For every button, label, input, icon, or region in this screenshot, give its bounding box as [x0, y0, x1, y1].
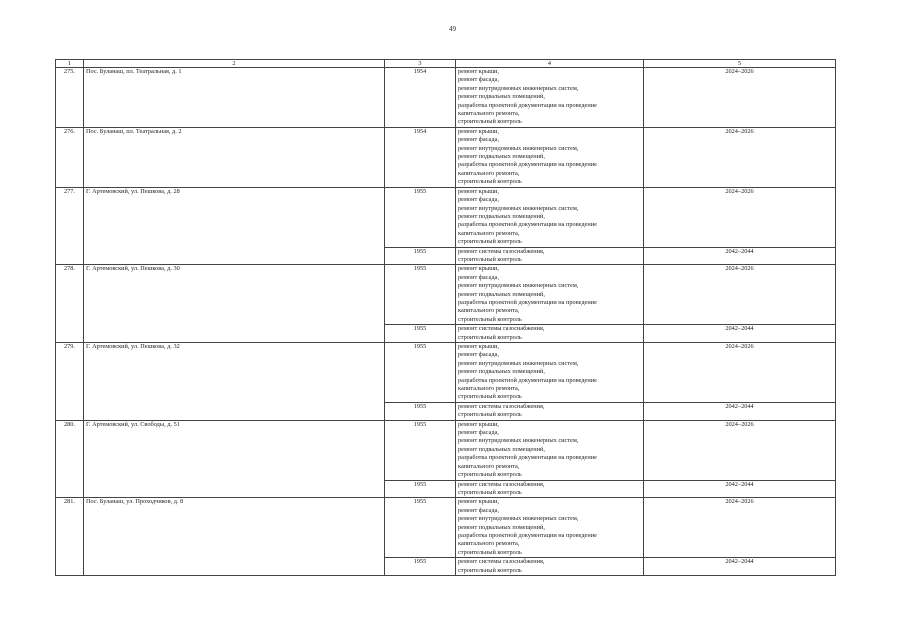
- repair-work-item: ремонт подвальных помещений,: [458, 523, 545, 531]
- repair-works: [456, 247, 644, 265]
- repair-work-item: разработка проектной документации на проведение: [458, 161, 597, 169]
- table-body: [56, 68, 836, 576]
- building-address: Г. Артемовский, ул. Пешкова, д. 30: [84, 265, 385, 343]
- repair-work-item: ремонт подвальных помещений,: [458, 445, 545, 453]
- repair-work-item: строительный контроль: [458, 471, 522, 479]
- repair-work-item: ремонт подвальных помещений,: [458, 93, 545, 101]
- repair-works: [456, 187, 644, 247]
- repair-work-item: капитального ремонта,: [458, 462, 520, 470]
- row-number: 279.: [56, 343, 84, 421]
- repair-work-item: капитального ремонта,: [458, 307, 520, 315]
- repair-period: 2024–2026: [644, 343, 836, 403]
- repair-works: [456, 402, 644, 420]
- column-header: 1: [56, 60, 84, 68]
- construction-year: 1955: [385, 187, 456, 247]
- repair-period: 2024–2026: [644, 420, 836, 480]
- column-header: 4: [456, 60, 644, 68]
- table-row: [56, 68, 836, 128]
- repair-work-item: ремонт системы газоснабжения,: [458, 325, 545, 333]
- repair-period: 2042–2044: [644, 325, 836, 343]
- row-number: 281.: [56, 498, 84, 576]
- construction-year: 1955: [385, 558, 456, 576]
- repair-work-item: разработка проектной документации на проведение: [458, 454, 597, 462]
- building-address: Г. Артемовский, ул. Свободы, д. 51: [84, 420, 385, 498]
- repair-period: 2024–2026: [644, 498, 836, 558]
- construction-year: 1955: [385, 343, 456, 403]
- row-number: 277.: [56, 187, 84, 265]
- repair-work-item: ремонт фасада,: [458, 76, 499, 84]
- repair-work-item: строительный контроль: [458, 178, 522, 186]
- repair-work-item: ремонт крыши,: [458, 187, 500, 195]
- repair-work-item: ремонт крыши,: [458, 127, 500, 135]
- repair-work-item: ремонт системы газоснабжения,: [458, 558, 545, 566]
- repair-work-item: ремонт внутридомовых инженерных систем,: [458, 515, 579, 523]
- repair-work-item: ремонт подвальных помещений,: [458, 212, 545, 220]
- repair-work-item: ремонт подвальных помещений,: [458, 290, 545, 298]
- repair-work-item: ремонт внутридомовых инженерных систем,: [458, 359, 579, 367]
- repair-work-item: ремонт фасада,: [458, 136, 499, 144]
- table-row: [56, 498, 836, 558]
- repair-work-item: ремонт фасада,: [458, 429, 499, 437]
- repair-period: 2042–2044: [644, 402, 836, 420]
- repair-work-item: строительный контроль: [458, 255, 522, 263]
- repair-work-item: ремонт внутридомовых инженерных систем,: [458, 144, 579, 152]
- repair-work-item: разработка проектной документации на проведение: [458, 376, 597, 384]
- table-row: [56, 420, 836, 480]
- building-address: Г. Артемовский, ул. Пешкова, д. 32: [84, 343, 385, 421]
- construction-year: 1955: [385, 247, 456, 265]
- repair-work-item: строительный контроль: [458, 238, 522, 246]
- construction-year: 1955: [385, 498, 456, 558]
- column-header: 3: [385, 60, 456, 68]
- repair-period: 2024–2026: [644, 68, 836, 128]
- column-header: 2: [84, 60, 385, 68]
- repair-period: 2042–2044: [644, 247, 836, 265]
- construction-year: 1955: [385, 265, 456, 325]
- repair-work-item: ремонт внутридомовых инженерных систем,: [458, 84, 579, 92]
- building-address: Пос. Буланаш, пл. Театральная, д. 1: [84, 68, 385, 128]
- repair-work-item: строительный контроль: [458, 315, 522, 323]
- repair-work-item: строительный контроль: [458, 393, 522, 401]
- repair-works: [456, 420, 644, 480]
- construction-year: 1954: [385, 68, 456, 128]
- repair-works: [456, 127, 644, 187]
- construction-year: 1955: [385, 402, 456, 420]
- repair-works: [456, 343, 644, 403]
- repair-period: 2024–2026: [644, 187, 836, 247]
- repair-work-item: ремонт подвальных помещений,: [458, 153, 545, 161]
- column-header: 5: [644, 60, 836, 68]
- page-number: 49: [449, 25, 456, 33]
- repair-work-item: разработка проектной документации на проведение: [458, 101, 597, 109]
- repair-work-item: строительный контроль: [458, 411, 522, 419]
- repair-work-item: ремонт крыши,: [458, 343, 500, 350]
- repair-period: 2024–2026: [644, 265, 836, 325]
- building-address: Пос. Буланаш, пл. Театральная, д. 2: [84, 127, 385, 187]
- repair-work-item: ремонт фасада,: [458, 196, 499, 204]
- repair-period: 2042–2044: [644, 558, 836, 576]
- repair-works: [456, 265, 644, 325]
- repair-work-item: разработка проектной документации на проведение: [458, 221, 597, 229]
- repair-works: [456, 480, 644, 498]
- repair-work-item: ремонт крыши,: [458, 498, 500, 506]
- repair-work-item: ремонт крыши,: [458, 420, 500, 428]
- table-row: [56, 265, 836, 325]
- construction-year: 1954: [385, 127, 456, 187]
- repair-work-item: капитального ремонта,: [458, 110, 520, 118]
- repair-work-item: ремонт внутридомовых инженерных систем,: [458, 282, 579, 290]
- repair-period: 2042–2044: [644, 480, 836, 498]
- repair-work-item: разработка проектной документации на проведение: [458, 531, 597, 539]
- construction-year: 1955: [385, 420, 456, 480]
- building-address: Г. Артемовский, ул. Пешкова, д. 28: [84, 187, 385, 265]
- repair-work-item: строительный контроль: [458, 548, 522, 556]
- repair-work-item: капитального ремонта,: [458, 169, 520, 177]
- repair-work-item: разработка проектной документации на проведение: [458, 298, 597, 306]
- repair-work-item: капитального ремонта,: [458, 540, 520, 548]
- table-row: [56, 187, 836, 247]
- capital-repair-table: [55, 59, 836, 576]
- row-number: 275.: [56, 68, 84, 128]
- construction-year: 1955: [385, 325, 456, 343]
- table-row: [56, 343, 836, 403]
- repair-works: [456, 558, 644, 576]
- row-number: 280.: [56, 420, 84, 498]
- repair-work-item: ремонт системы газоснабжения,: [458, 247, 545, 255]
- repair-work-item: ремонт фасада,: [458, 273, 499, 281]
- table-row: [56, 127, 836, 187]
- repair-period: 2024–2026: [644, 127, 836, 187]
- repair-work-item: строительный контроль: [458, 488, 522, 496]
- repair-work-item: капитального ремонта,: [458, 385, 520, 393]
- repair-work-item: ремонт крыши,: [458, 265, 500, 273]
- repair-work-item: ремонт системы газоснабжения,: [458, 480, 545, 488]
- row-number: 276.: [56, 127, 84, 187]
- repair-work-item: ремонт фасада,: [458, 506, 499, 514]
- repair-works: [456, 498, 644, 558]
- repair-work-item: ремонт крыши,: [458, 68, 500, 75]
- repair-work-item: ремонт подвальных помещений,: [458, 368, 545, 376]
- repair-work-item: ремонт внутридомовых инженерных систем,: [458, 204, 579, 212]
- building-address: Пос. Буланаш, ул. Проходчиков, д. 8: [84, 498, 385, 576]
- repair-work-item: ремонт системы газоснабжения,: [458, 402, 545, 410]
- repair-work-item: строительный контроль: [458, 118, 522, 126]
- repair-work-item: ремонт внутридомовых инженерных систем,: [458, 437, 579, 445]
- row-number: 278.: [56, 265, 84, 343]
- repair-work-item: ремонт фасада,: [458, 351, 499, 359]
- construction-year: 1955: [385, 480, 456, 498]
- repair-works: [456, 68, 644, 128]
- repair-work-item: строительный контроль: [458, 566, 522, 574]
- repair-work-item: строительный контроль: [458, 333, 522, 341]
- table-header-row: [56, 60, 836, 68]
- repair-work-item: капитального ремонта,: [458, 229, 520, 237]
- repair-works: [456, 325, 644, 343]
